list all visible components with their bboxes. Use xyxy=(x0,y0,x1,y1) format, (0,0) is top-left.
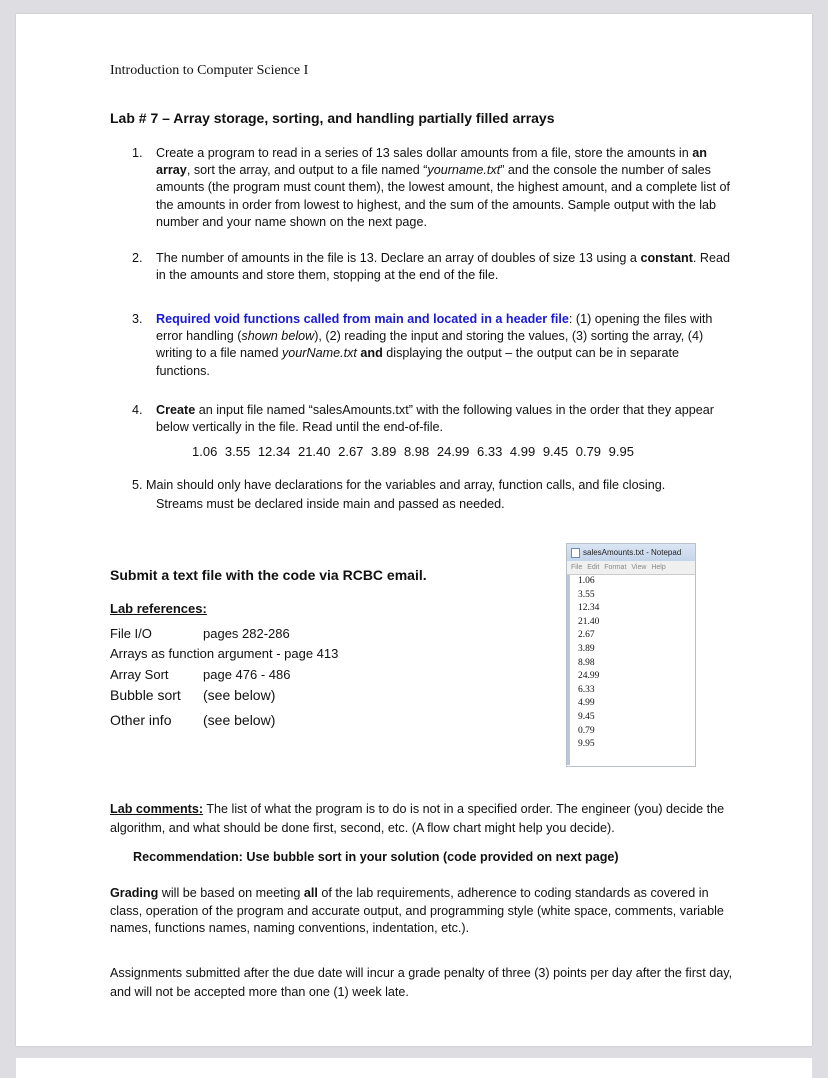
notepad-line: 1.06 xyxy=(578,576,595,586)
notepad-line: 9.95 xyxy=(578,739,595,750)
item-text: , sort the array, and output to a file named “ xyxy=(186,163,428,178)
reference-label: Array Sort xyxy=(110,667,169,682)
reference-label: Arrays as function argument - page 413 xyxy=(110,646,339,661)
grading-text: of the lab requirements, adherence to coding standards as covered in class, operation of the program and accurate output, and programming style (white space, comments, variable names, functions names, naming conventions, indentation, etc.). xyxy=(110,886,724,935)
next-page-edge xyxy=(16,1058,812,1078)
item-text: ), (2) reading the input and storing the values, (3) sorting the array, (4) writing to a file named xyxy=(156,329,704,361)
reference-row xyxy=(110,687,275,703)
item-italic: yourName.txt xyxy=(282,346,357,361)
list-item-3 xyxy=(132,311,736,380)
submit-instructions: Submit a text file with the code via RCBC email. xyxy=(110,567,427,583)
notepad-line: 3.89 xyxy=(578,643,595,654)
item-text: Streams must be declared inside main and passed as needed. xyxy=(156,497,505,511)
notepad-line: 4.99 xyxy=(578,698,595,709)
reference-row xyxy=(110,712,275,728)
reference-value: pages 282-286 xyxy=(203,626,290,641)
item-text: ” and the console the number of sales amounts (the program must count them), the lowest amount, the highest amount, and a complete list of the amounts in order from lowest to highest, and the sum of the amounts. Sample output with the lab number and your name shown on the next page. xyxy=(156,163,731,229)
item-number: 3. xyxy=(132,312,143,326)
comments-text: The list of what the program is to do is not in a specified order. The engineer (you) decide the algorithm, and what should be done first, second, etc. (A flow chart might help you decide). xyxy=(110,802,725,835)
notepad-line: 24.99 xyxy=(578,671,600,682)
item-text: Main should only have declarations for the variables and array, function calls, and file closing. xyxy=(146,478,666,492)
recommendation: Recommendation: Use bubble sort in your solution (code provided on next page) xyxy=(133,850,619,864)
item-italic: shown below xyxy=(241,329,315,344)
notepad-line: 2.67 xyxy=(578,630,595,641)
item-bold: Create xyxy=(156,403,196,417)
document-page xyxy=(16,14,812,1046)
lab-title: Lab # 7 – Array storage, sorting, and handling partially filled arrays xyxy=(110,110,555,126)
notepad-line: 9.45 xyxy=(578,711,595,722)
item-bold: and xyxy=(356,346,383,361)
notepad-line: 12.34 xyxy=(578,603,600,614)
grading-bold: Grading xyxy=(110,886,159,900)
references-title: Lab references: xyxy=(110,601,207,616)
notepad-screenshot xyxy=(566,543,696,767)
reference-value: page 476 - 486 xyxy=(203,667,291,682)
item-number: 5. xyxy=(132,478,143,492)
item-text: displaying the output – the output can be in separate functions. xyxy=(156,346,679,378)
grading-bold: all xyxy=(303,886,318,900)
late-policy: Assignments submitted after the due date will incur a grade penalty of three (3) points per day after the first day, and will not be accepted more than one (1) week late. xyxy=(110,966,733,999)
list-item-2 xyxy=(132,250,736,284)
list-item-4 xyxy=(132,402,736,436)
reference-row xyxy=(110,646,338,661)
item-highlight: Required void functions called from main and located in a header file xyxy=(156,312,569,326)
item-text: Create a program to read in a series of 13 sales dollar amounts from a file, store the amounts in xyxy=(156,146,693,160)
reference-value: (see below) xyxy=(203,687,276,703)
item-number: 4. xyxy=(132,403,143,417)
notepad-titlebar xyxy=(567,544,695,561)
sales-values-line: 1.06 3.55 12.34 21.40 2.67 3.89 8.98 24.99 6.33 4.99 9.45 0.79 9.95 xyxy=(192,444,634,459)
item-text: . Read in the amounts and store them, stopping at the end of the file. xyxy=(156,251,731,283)
notepad-line: 6.33 xyxy=(578,684,595,695)
course-name: Introduction to Computer Science I xyxy=(110,63,309,78)
reference-row xyxy=(110,667,290,682)
reference-label: File I/O xyxy=(110,626,152,641)
lab-comments xyxy=(110,800,738,838)
item-bold: an array xyxy=(156,146,707,178)
grading-text: will be based on meeting xyxy=(158,886,304,900)
reference-label: Bubble sort xyxy=(110,687,181,703)
list-item-1 xyxy=(132,145,736,231)
item-text: The number of amounts in the file is 13. Declare an array of doubles of size 13 using a xyxy=(156,251,641,265)
item-text: an input file named “salesAmounts.txt” with the following values in the order that they appear below vertically in the file. Read until the end-of-file. xyxy=(156,403,714,435)
reference-row xyxy=(110,626,290,641)
reference-value: (see below) xyxy=(203,712,276,728)
notepad-line: 0.79 xyxy=(578,725,595,736)
grading-paragraph xyxy=(110,885,738,938)
notepad-line: 8.98 xyxy=(578,657,595,668)
notepad-line: 3.55 xyxy=(578,589,595,600)
notepad-body xyxy=(567,575,695,765)
notepad-title: salesAmounts.txt - Notepad xyxy=(583,548,682,557)
item-text: : (1) opening the files with error handling ( xyxy=(156,312,713,344)
item-bold: constant xyxy=(640,251,693,265)
comments-label: Lab comments: xyxy=(110,802,204,816)
notepad-menu: File Edit Format View Help xyxy=(567,561,695,575)
reference-label: Other info xyxy=(110,712,172,728)
item-number: 1. xyxy=(132,146,143,160)
list-item-5 xyxy=(132,476,732,514)
notepad-line: 21.40 xyxy=(578,616,600,627)
item-italic: yourname.txt xyxy=(427,163,501,178)
notepad-icon xyxy=(571,548,580,558)
item-number: 2. xyxy=(132,251,143,265)
